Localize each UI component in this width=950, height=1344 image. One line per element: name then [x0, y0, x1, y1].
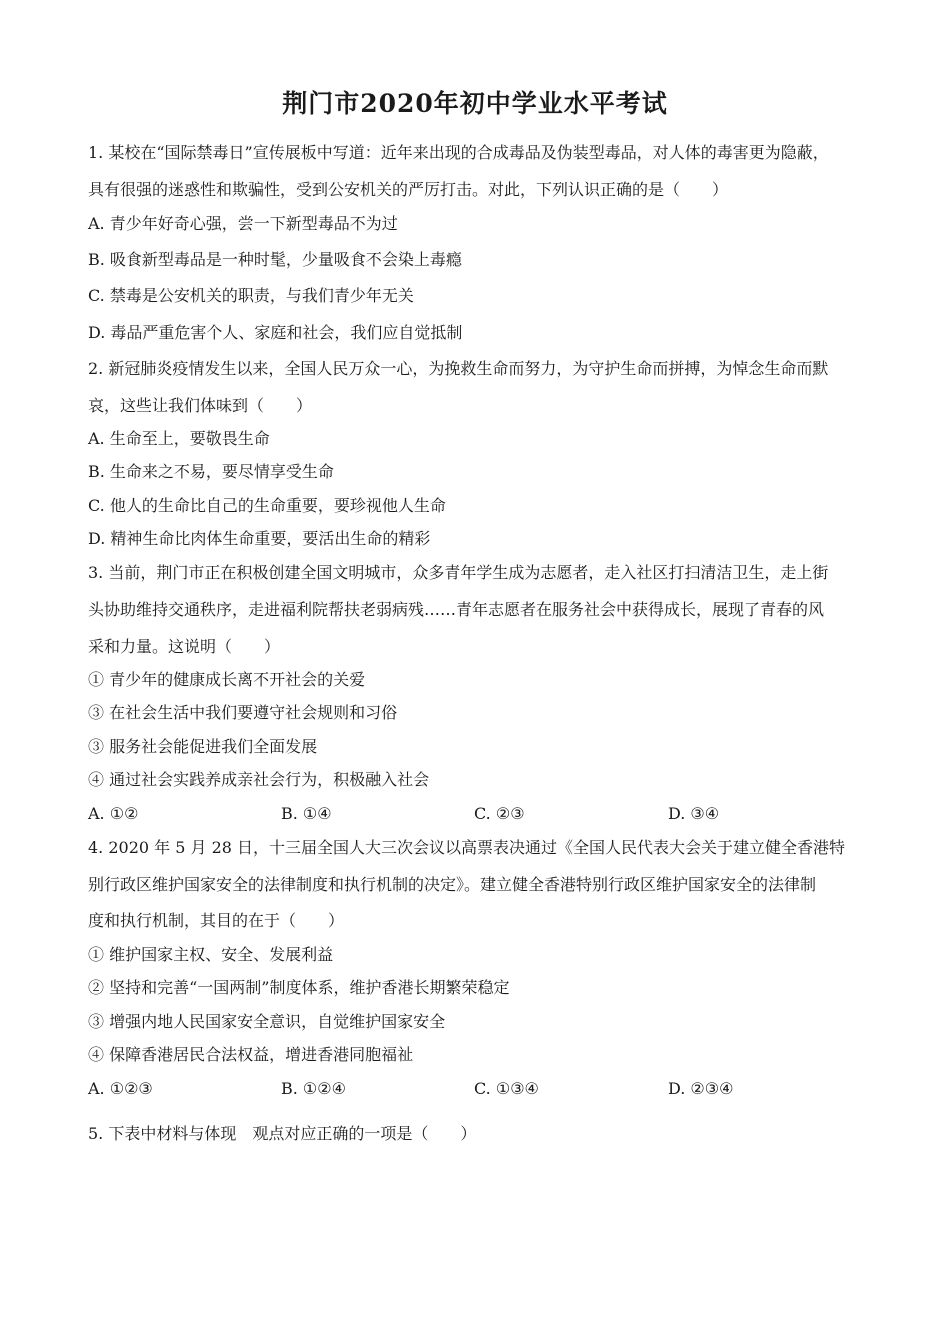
q4-stem-line1: 4. 2020 年 5 月 28 日，十三届全国人大三次会议以高票表决通过《全国人民代表大会关于建立健全香港特 — [88, 838, 846, 857]
q4-choice-c: C. ①③④ — [474, 1079, 539, 1098]
q3-stem-line1: 3. 当前，荆门市正在积极创建全国文明城市，众多青年学生成为志愿者，走入社区打扫清洁卫生，走上街 — [88, 563, 829, 582]
q1-stem-line2: 具有很强的迷惑性和欺骗性，受到公安机关的严厉打击。对此，下列认识正确的是（ ） — [88, 180, 729, 199]
q3-choice-c: C. ②③ — [474, 804, 525, 823]
q4-statement-1: ① 维护国家主权、安全、发展利益 — [88, 945, 334, 964]
q2-option-d: D. 精神生命比肉体生命重要，要活出生命的精彩 — [88, 529, 431, 548]
q4-choice-d: D. ②③④ — [668, 1079, 734, 1098]
page-title: 荆门市2020年初中学业水平考试 — [282, 89, 668, 118]
q3-statement-2: ③ 在社会生活中我们要遵守社会规则和习俗 — [88, 703, 398, 722]
q3-choice-b: B. ①④ — [281, 804, 332, 823]
q3-stem-line3: 采和力量。这说明（ ） — [88, 637, 281, 656]
q4-choice-a: A. ①②③ — [88, 1079, 153, 1098]
q4-statement-4: ④ 保障香港居民合法权益，增进香港同胞福祉 — [88, 1045, 414, 1064]
q2-option-b: B. 生命来之不易，要尽情享受生命 — [88, 462, 334, 481]
q4-statement-2: ② 坚持和完善“一国两制”制度体系，维护香港长期繁荣稳定 — [88, 978, 510, 997]
q2-option-c: C. 他人的生命比自己的生命重要，要珍视他人生命 — [88, 496, 446, 515]
q5-stem-line1: 5. 下表中材料与体现 观点对应正确的一项是（ ） — [88, 1124, 477, 1143]
q3-stem-line2: 头协助维持交通秩序，走进福利院帮扶老弱病残……青年志愿者在服务社会中获得成长，展现了青春的风 — [88, 600, 825, 619]
q1-stem-line1: 1. 某校在“国际禁毒日”宣传展板中写道：近年来出现的合成毒品及伪装型毒品，对人体的毒害更为隐蔽， — [88, 143, 829, 162]
q3-choice-d: D. ③④ — [668, 804, 720, 823]
q2-stem-line1: 2. 新冠肺炎疫情发生以来，全国人民万众一心，为挽救生命而努力，为守护生命而拼搏，为悼念生命而默 — [88, 359, 829, 378]
q3-statement-1: ① 青少年的健康成长离不开社会的关爱 — [88, 670, 366, 689]
q4-choice-b: B. ①②④ — [281, 1079, 346, 1098]
q1-option-a: A. 青少年好奇心强，尝一下新型毒品不为过 — [88, 214, 398, 233]
q2-stem-line2: 哀，这些让我们体味到（ ） — [88, 396, 313, 415]
q2-option-a: A. 生命至上，要敬畏生命 — [88, 429, 270, 448]
q1-option-d: D. 毒品严重危害个人、家庭和社会，我们应自觉抵制 — [88, 323, 463, 342]
q4-statement-3: ③ 增强内地人民国家安全意识，自觉维护国家安全 — [88, 1012, 446, 1031]
q1-option-b: B. 吸食新型毒品是一种时髦，少量吸食不会染上毒瘾 — [88, 250, 462, 269]
q3-choice-a: A. ①② — [88, 804, 139, 823]
q1-option-c: C. 禁毒是公安机关的职责，与我们青少年无关 — [88, 286, 414, 305]
q3-statement-4: ④ 通过社会实践养成亲社会行为，积极融入社会 — [88, 770, 430, 789]
q3-statement-3: ③ 服务社会能促进我们全面发展 — [88, 737, 318, 756]
q4-stem-line2: 别行政区维护国家安全的法律制度和执行机制的决定》。建立健全香港特别行政区维护国家安全的法律制 — [88, 875, 817, 894]
q4-stem-line3: 度和执行机制，其目的在于（ ） — [88, 911, 345, 930]
